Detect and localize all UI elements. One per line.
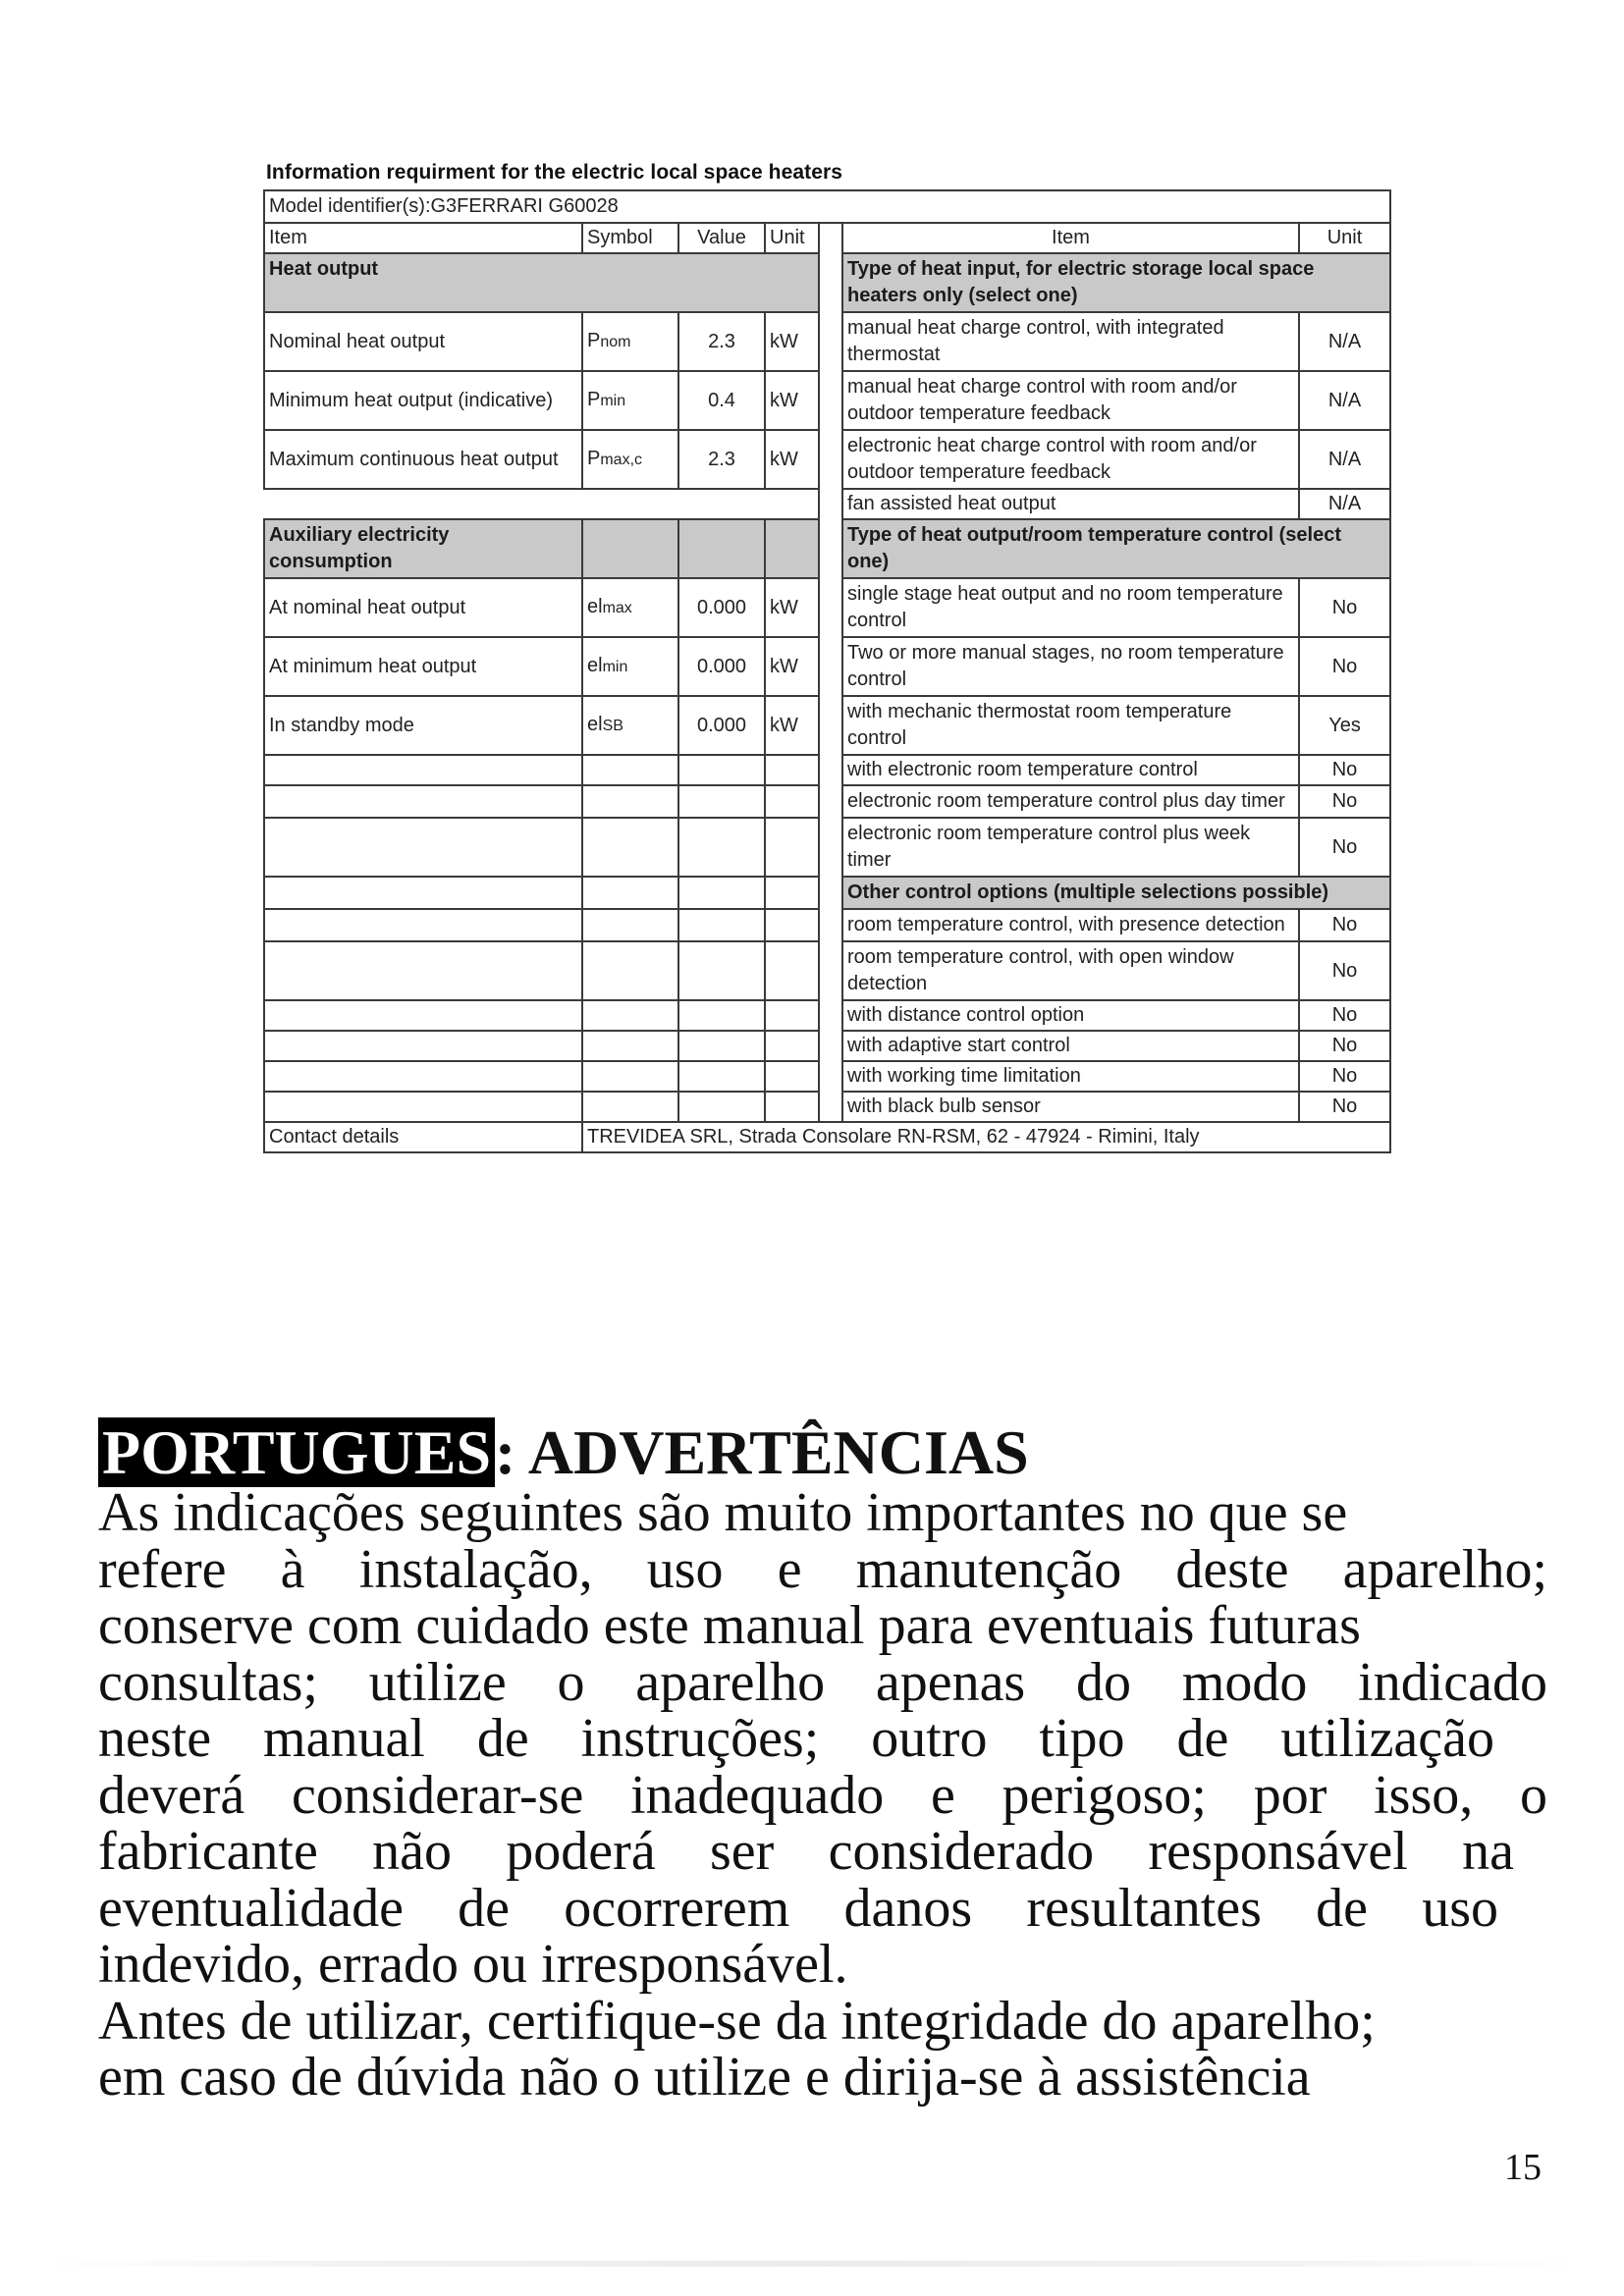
row-item-right: with distance control option <box>842 1000 1299 1031</box>
row-symbol: Pmax,c <box>582 430 678 489</box>
paragraph-line: eventualidade de ocorrerem danos resultantes de uso <box>98 1877 1498 1939</box>
row-item-right: manual heat charge control with room and/or outdoor temperature feedback <box>842 371 1299 430</box>
warnings-section <box>98 1417 1547 2108</box>
row-item: Minimum heat output (indicative) <box>264 371 582 430</box>
row-item-right: with electronic room temperature control <box>842 755 1299 785</box>
row-value-right: N/A <box>1299 489 1390 519</box>
header-row <box>264 223 1390 253</box>
auxiliary-title: Auxiliary electricity consumption <box>264 519 582 578</box>
table-row <box>264 1000 1390 1031</box>
warnings-heading <box>98 1417 1547 1487</box>
table-row <box>264 1092 1390 1122</box>
scan-edge-shadow <box>39 2261 1581 2267</box>
heat-input-title: Type of heat input, for electric storage local space heaters only (select one) <box>842 253 1390 312</box>
header-symbol: Symbol <box>582 223 678 253</box>
row-value-right: No <box>1299 755 1390 785</box>
auxiliary-section-row <box>264 519 1390 578</box>
row-item: At minimum heat output <box>264 637 582 696</box>
table-row <box>264 909 1390 941</box>
row-symbol: elmin <box>582 637 678 696</box>
row-value-right: N/A <box>1299 430 1390 489</box>
header-item-right: Item <box>842 223 1299 253</box>
row-item-right: room temperature control, with open window detection <box>842 941 1299 1000</box>
row-item-right: single stage heat output and no room temperature control <box>842 578 1299 637</box>
row-value-right: Yes <box>1299 696 1390 755</box>
paragraph-line: As indicações seguintes são muito importantes no que se <box>98 1482 1348 1543</box>
row-item-right: electronic room temperature control plus day timer <box>842 785 1299 818</box>
warnings-title: : ADVERTÊNCIAS <box>495 1417 1029 1487</box>
room-control-title: Type of heat output/room temperature control (select one) <box>842 519 1390 578</box>
model-row <box>264 190 1390 223</box>
page-number: 15 <box>1504 2147 1542 2188</box>
table-row <box>264 578 1390 637</box>
row-value-right: No <box>1299 818 1390 877</box>
table-row <box>264 489 1390 519</box>
row-item-right: manual heat charge control, with integrated thermostat <box>842 312 1299 371</box>
row-value-right: No <box>1299 578 1390 637</box>
row-value: 2.3 <box>678 312 765 371</box>
row-value: 2.3 <box>678 430 765 489</box>
row-value-right: No <box>1299 1000 1390 1031</box>
model-identifier: Model identifier(s):G3FERRARI G60028 <box>264 190 1390 223</box>
table-row <box>264 818 1390 877</box>
table-row <box>264 371 1390 430</box>
row-value-right: No <box>1299 909 1390 941</box>
row-item-right: with adaptive start control <box>842 1031 1299 1061</box>
paragraph-line: deverá considerar-se inadequado e perigoso; por isso, o <box>98 1764 1547 1826</box>
row-value-right: No <box>1299 941 1390 1000</box>
row-symbol: Pnom <box>582 312 678 371</box>
table-row <box>264 430 1390 489</box>
contact-label: Contact details <box>264 1122 582 1152</box>
row-item: Nominal heat output <box>264 312 582 371</box>
language-label: PORTUGUES <box>98 1417 495 1487</box>
row-item-right: electronic room temperature control plus week timer <box>842 818 1299 877</box>
row-unit: kW <box>765 430 819 489</box>
row-symbol: elmax <box>582 578 678 637</box>
paragraph-line: Antes de utilizar, certifique-se da integridade do aparelho; <box>98 1990 1376 2052</box>
table-row <box>264 785 1390 818</box>
paragraph-line: neste manual de instruções; outro tipo de utilização <box>98 1708 1494 1769</box>
row-item-right: electronic heat charge control with room and/or outdoor temperature feedback <box>842 430 1299 489</box>
row-value-right: No <box>1299 1061 1390 1092</box>
row-unit: kW <box>765 637 819 696</box>
other-control-title: Other control options (multiple selections possible) <box>842 877 1390 909</box>
paragraph-line: refere à instalação, uso e manutenção deste aparelho; <box>98 1538 1547 1600</box>
row-value: 0.000 <box>678 637 765 696</box>
paragraph-line: em caso de dúvida não o utilize e dirija-se à assistência <box>98 2047 1311 2108</box>
paragraph-line: conserve com cuidado este manual para eventuais futuras <box>98 1595 1361 1656</box>
table-row <box>264 941 1390 1000</box>
row-value-right: No <box>1299 785 1390 818</box>
row-item-right: with black bulb sensor <box>842 1092 1299 1122</box>
row-symbol: elSB <box>582 696 678 755</box>
row-unit: kW <box>765 696 819 755</box>
header-value: Value <box>678 223 765 253</box>
header-unit: Unit <box>765 223 819 253</box>
heat-output-section-row <box>264 253 1390 312</box>
header-unit-right: Unit <box>1299 223 1390 253</box>
row-item-right: Two or more manual stages, no room temperature control <box>842 637 1299 696</box>
table-row <box>264 312 1390 371</box>
table-row <box>264 696 1390 755</box>
row-unit: kW <box>765 371 819 430</box>
table-caption: Information requirment for the electric local space heaters <box>266 161 843 184</box>
row-value: 0.4 <box>678 371 765 430</box>
row-item-right: with mechanic thermostat room temperature control <box>842 696 1299 755</box>
row-item-right: with working time limitation <box>842 1061 1299 1092</box>
row-unit: kW <box>765 578 819 637</box>
table-row <box>264 1031 1390 1061</box>
row-item: Maximum continuous heat output <box>264 430 582 489</box>
paragraph-line: fabricante não poderá ser considerado responsável na <box>98 1821 1514 1882</box>
row-value-right: No <box>1299 1092 1390 1122</box>
heat-output-title: Heat output <box>264 253 819 312</box>
heater-info-table <box>263 189 1391 1153</box>
table-row <box>264 1061 1390 1092</box>
row-item: In standby mode <box>264 696 582 755</box>
table-row <box>264 755 1390 785</box>
row-item-right: room temperature control, with presence detection <box>842 909 1299 941</box>
other-control-section-row <box>264 877 1390 909</box>
row-value-right: N/A <box>1299 371 1390 430</box>
paragraph-line: consultas; utilize o aparelho apenas do modo indicado <box>98 1651 1547 1713</box>
row-item: At nominal heat output <box>264 578 582 637</box>
contact-value: TREVIDEA SRL, Strada Consolare RN-RSM, 62 - 47924 - Rimini, Italy <box>582 1122 1390 1152</box>
contact-row <box>264 1122 1390 1152</box>
row-unit: kW <box>765 312 819 371</box>
row-value: 0.000 <box>678 578 765 637</box>
row-value-right: No <box>1299 637 1390 696</box>
row-item-right: fan assisted heat output <box>842 489 1299 519</box>
row-value-right: No <box>1299 1031 1390 1061</box>
paragraph-line: indevido, errado ou irresponsável. <box>98 1934 848 1995</box>
table-row <box>264 637 1390 696</box>
row-value: 0.000 <box>678 696 765 755</box>
header-item: Item <box>264 223 582 253</box>
row-symbol: Pmin <box>582 371 678 430</box>
row-value-right: N/A <box>1299 312 1390 371</box>
